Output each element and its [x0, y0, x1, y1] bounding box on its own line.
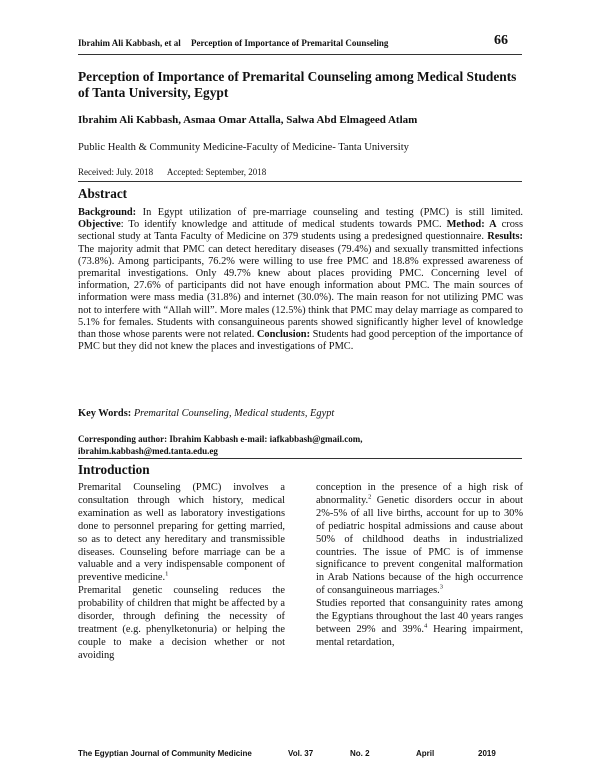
footer-volume: Vol. 37	[288, 749, 314, 758]
abstract-body	[78, 207, 523, 353]
background-label: Background:	[78, 207, 137, 218]
corresponding-author	[78, 433, 522, 457]
conclusion-label: Conclusion:	[256, 329, 311, 341]
accepted-date: Accepted: September, 2018	[166, 167, 267, 177]
results-text: The majority admit that PMC can detect hereditary diseases (79.4%) and sexually transmitted infections (73.8%). Among participants, 76.2% were willing to use free PMC and 18.8% expressed awareness of premarital investigations. Only 49.7% knew about places providing PMC. Concerning level of information, 27.6% of participants did not have enough information about PMC. The main sources of information were mass media (31.8%) and internet (30.0%). The main reason for not utilizing PMC was not to interfere with “Allah will”. More males (12.5%) think that PMC may delay marriage as compared to 5.1% for females. Students with consanguineous parents showed significantly higher level of knowledge than those whose parents were not related.	[78, 243, 523, 341]
footer-year: 2019	[478, 749, 496, 758]
citation-2: 2	[368, 493, 372, 501]
method-text: cross sectional study at Tanta Faculty of Medicine on 379 students using a predesigned questionnaire.	[78, 219, 524, 243]
footer-number: No. 2	[350, 749, 370, 758]
running-head	[78, 38, 522, 48]
page-footer	[78, 749, 522, 761]
paper-title: Perception of Importance of Premarital Counseling among Medical Students of Tanta University, Egypt	[78, 69, 517, 100]
keywords	[78, 408, 522, 419]
results-label: Results:	[487, 231, 523, 243]
citation-3: 3	[439, 583, 444, 591]
intro-text: conception in the presence of a high risk of abnormality.	[316, 482, 523, 506]
intro-text: Studies reported that consanguinity rates among the Egyptians throughout the last 40 years ranges between 29% and 39%.	[316, 598, 523, 635]
corresponding-line-1: Corresponding author: Ibrahim Kabbash e-mail: iafkabbash@gmail.com,	[78, 434, 363, 444]
intro-text: Premarital genetic counseling reduces the probability of children that might be affected by a disorder, through defining the necessity of treatment (e.g. phenylketonuria) or helping the couple to make a decision whether or not avoiding	[78, 585, 285, 661]
keywords-text: Premarital Counseling, Medical students, Egypt	[131, 408, 335, 419]
intro-paragraph	[78, 585, 285, 662]
method-label: Method: A	[446, 219, 497, 231]
objective-label: Objective	[78, 219, 121, 231]
running-head-authors: Ibrahim Ali Kabbash, et al	[78, 38, 181, 48]
intro-paragraph	[78, 482, 285, 585]
received-date: Received: July. 2018	[78, 167, 154, 177]
citation-1: 1	[165, 570, 169, 578]
introduction-top-divider	[78, 458, 522, 459]
affiliation: Public Health & Community Medicine-Faculty of Medicine- Tanta University	[78, 142, 409, 153]
intro-paragraph	[316, 598, 523, 650]
abstract-heading: Abstract	[78, 186, 128, 201]
conclusion-text: Students had good perception of the importance of PMC but they did not knew the places and investigations of PMC.	[78, 329, 524, 353]
intro-text: Hearing impairment, mental retardation,	[316, 623, 523, 648]
intro-text: Premarital Counseling (PMC) involves a consultation through which history, medical examination as well as laboratory investigations done to personnel preparing for getting married, so as to detect any hereditary and transmissible diseases. Counseling before marriage can be a valuable and a very indispensable component of preventive medicine.	[78, 482, 285, 584]
footer-month: April	[416, 749, 435, 758]
intro-paragraph	[316, 482, 523, 598]
introduction-heading: Introduction	[78, 462, 150, 477]
abstract-top-divider	[78, 181, 522, 182]
page-number: 66	[494, 33, 508, 48]
author-list: Ibrahim Ali Kabbash, Asmaa Omar Attalla, Salwa Abd Elmageed Atlam	[78, 114, 418, 126]
running-head-title: Perception of Importance of Premarital Counseling	[191, 38, 389, 48]
intro-text: Genetic disorders occur in about 2%-5% of all live births, account for up to 30% of pediatric hospital admissions and cause about 50% of childhood deaths in industrialized countries. The issue of PMC is of immense significance to prevent congenital malformation in Arab Nations because of the high occurrence of consanguineous marriages.	[316, 494, 523, 597]
keywords-label: Key Words:	[78, 408, 132, 419]
footer-journal: The Egyptian Journal of Community Medicine	[78, 749, 252, 758]
submission-dates	[78, 167, 266, 177]
objective-text: : To identify knowledge and attitude of medical students towards PMC.	[120, 219, 447, 231]
header-divider	[78, 54, 522, 55]
intro-right-column	[316, 482, 523, 650]
corresponding-line-2: ibrahim.kabbash@med.tanta.edu.eg	[78, 446, 218, 456]
intro-left-column	[78, 482, 285, 663]
background-text: In Egypt utilization of pre-marriage counseling and testing (PMC) is still limited.	[136, 207, 523, 218]
citation-4: 4	[423, 622, 428, 630]
